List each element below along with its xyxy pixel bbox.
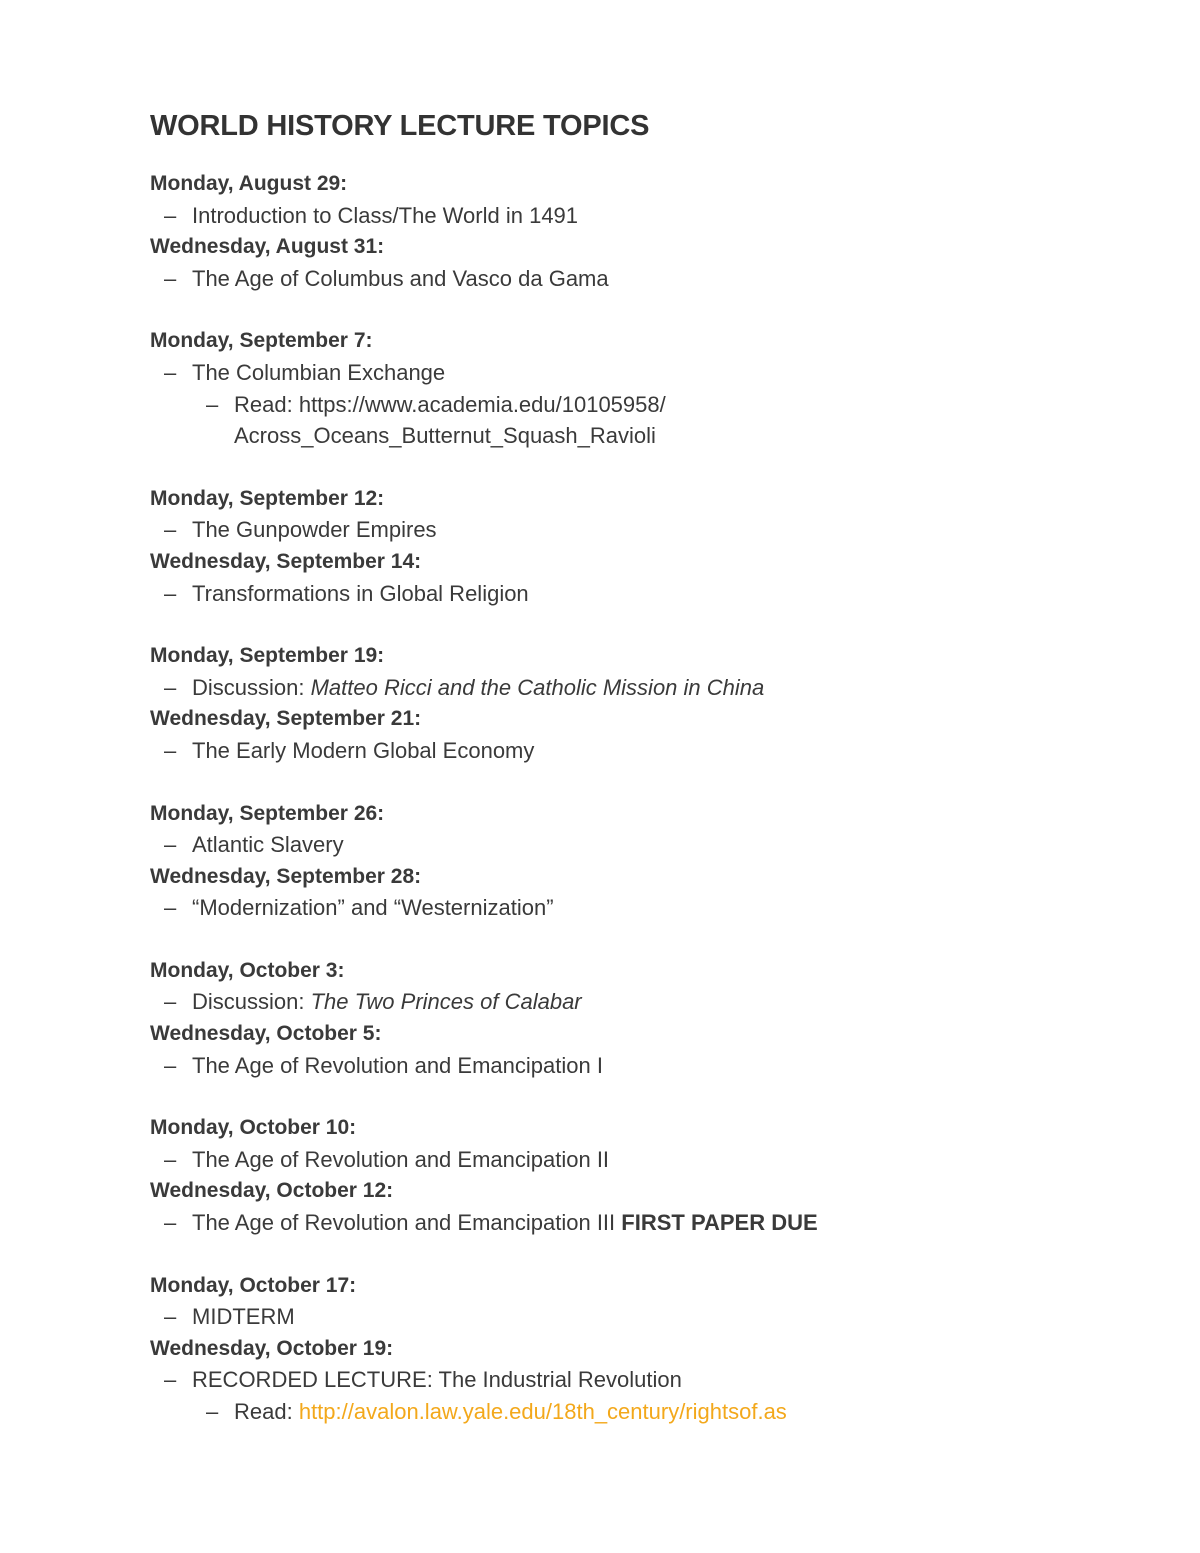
lecture-topic-oct-10 [150,1144,1150,1176]
lecture-topic-sep-21 [150,735,1150,767]
reading-prefix: Read: [234,1399,299,1424]
list-dash: – [164,832,177,858]
spacer [150,294,1150,325]
lecture-topic-aug-29 [150,200,1150,232]
lecture-topic-sep-28 [150,892,1150,924]
day-heading-aug-29: Monday, August 29: [150,172,348,195]
day-heading-sep-14: Wednesday, September 14: [150,549,422,573]
day-heading-oct-10: Monday, October 10: [150,1116,357,1140]
paper-due-note: FIRST PAPER DUE [621,1210,818,1236]
topic-text: RECORDED LECTURE: The Industrial Revolution [192,1367,682,1393]
lecture-topic-sep-14 [150,578,1150,610]
list-dash: – [206,1399,219,1424]
spacer [150,767,1150,798]
lecture-topic-sep-12 [150,514,1150,546]
day-heading-oct-5: Wednesday, October 5: [150,1022,382,1046]
spacer [150,924,1150,955]
topic-text: Transformations in Global Religion [192,580,529,606]
topic-text: MIDTERM [192,1304,295,1330]
lecture-topic-oct-19 [150,1364,1150,1396]
reading-prefix: Read: [234,391,299,417]
day-heading-sep-7: Monday, September 7: [150,329,373,353]
topic-text: The Age of Revolution and Emancipation I [192,1052,603,1078]
reading-sep-7 [150,389,1150,452]
topic-text: The Early Modern Global Economy [192,737,535,763]
list-dash: – [164,1304,177,1330]
topic-text: The Columbian Exchange [192,359,446,385]
list-dash: – [164,895,177,921]
discussion-title: Matteo Ricci and the Catholic Mission in China [310,674,765,700]
day-heading-oct-17: Monday, October 17: [150,1273,357,1297]
list-dash: – [164,1052,177,1078]
day-heading-sep-26: Monday, September 26: [150,801,385,825]
list-dash: – [164,1210,177,1236]
lecture-topic-oct-17 [150,1301,1150,1333]
reading-url-line-1[interactable]: https://www.academia.edu/10105958/ [298,391,666,417]
list-dash: – [164,1146,177,1172]
page-title: WORLD HISTORY LECTURE TOPICS [150,110,650,142]
spacer [150,1081,1150,1112]
discussion-title: The Two Princes of Calabar [310,989,582,1015]
spacer [150,1239,1150,1270]
reading-url-line-2[interactable]: Across_Oceans_Butternut_Squash_Ravioli [234,423,656,449]
lecture-topic-oct-12 [150,1207,1150,1239]
topic-text: The Age of Columbus and Vasco da Gama [192,265,609,291]
reading-link[interactable]: http://avalon.law.yale.edu/18th_century/rightsof.as [298,1399,787,1424]
day-heading-oct-12: Wednesday, October 12: [150,1179,394,1203]
lecture-topic-aug-31 [150,263,1150,295]
lecture-topic-sep-7 [150,357,1150,389]
topic-prefix: Discussion: [192,989,311,1015]
day-heading-aug-31: Wednesday, August 31: [150,235,385,259]
day-heading-oct-19: Wednesday, October 19: [150,1336,394,1360]
reading-oct-19 [150,1396,1150,1428]
lecture-topic-oct-5 [150,1050,1150,1082]
spacer [150,609,1150,640]
day-heading-oct-3: Monday, October 3: [150,958,345,982]
lecture-topic-oct-3 [150,986,1150,1018]
list-dash: – [164,737,177,763]
list-dash: – [164,1367,177,1393]
topic-text: The Age of Revolution and Emancipation III [192,1210,616,1236]
day-heading-sep-28: Wednesday, September 28: [150,864,422,888]
topic-text: Atlantic Slavery [192,832,344,858]
topic-text: The Gunpowder Empires [192,517,437,543]
lecture-topic-sep-19 [150,672,1150,704]
list-dash: – [164,580,177,606]
topic-prefix: Discussion: [192,674,311,700]
spacer [150,452,1150,483]
lecture-topic-sep-26 [150,829,1150,861]
list-dash: – [164,359,177,385]
topic-text: Introduction to Class/The World in 1491 [192,202,579,228]
list-dash: – [164,989,177,1015]
list-dash: – [164,674,177,700]
day-heading-sep-19: Monday, September 19: [150,644,385,668]
day-heading-sep-21: Wednesday, September 21: [150,707,422,731]
day-heading-sep-12: Monday, September 12: [150,486,385,510]
document-page [150,106,1150,1428]
topic-text: “Modernization” and “Westernization” [192,895,554,921]
topic-text: The Age of Revolution and Emancipation II [192,1146,610,1172]
list-dash: – [164,517,177,543]
list-dash: – [164,265,177,291]
list-dash: – [206,391,219,417]
list-dash: – [164,202,177,228]
